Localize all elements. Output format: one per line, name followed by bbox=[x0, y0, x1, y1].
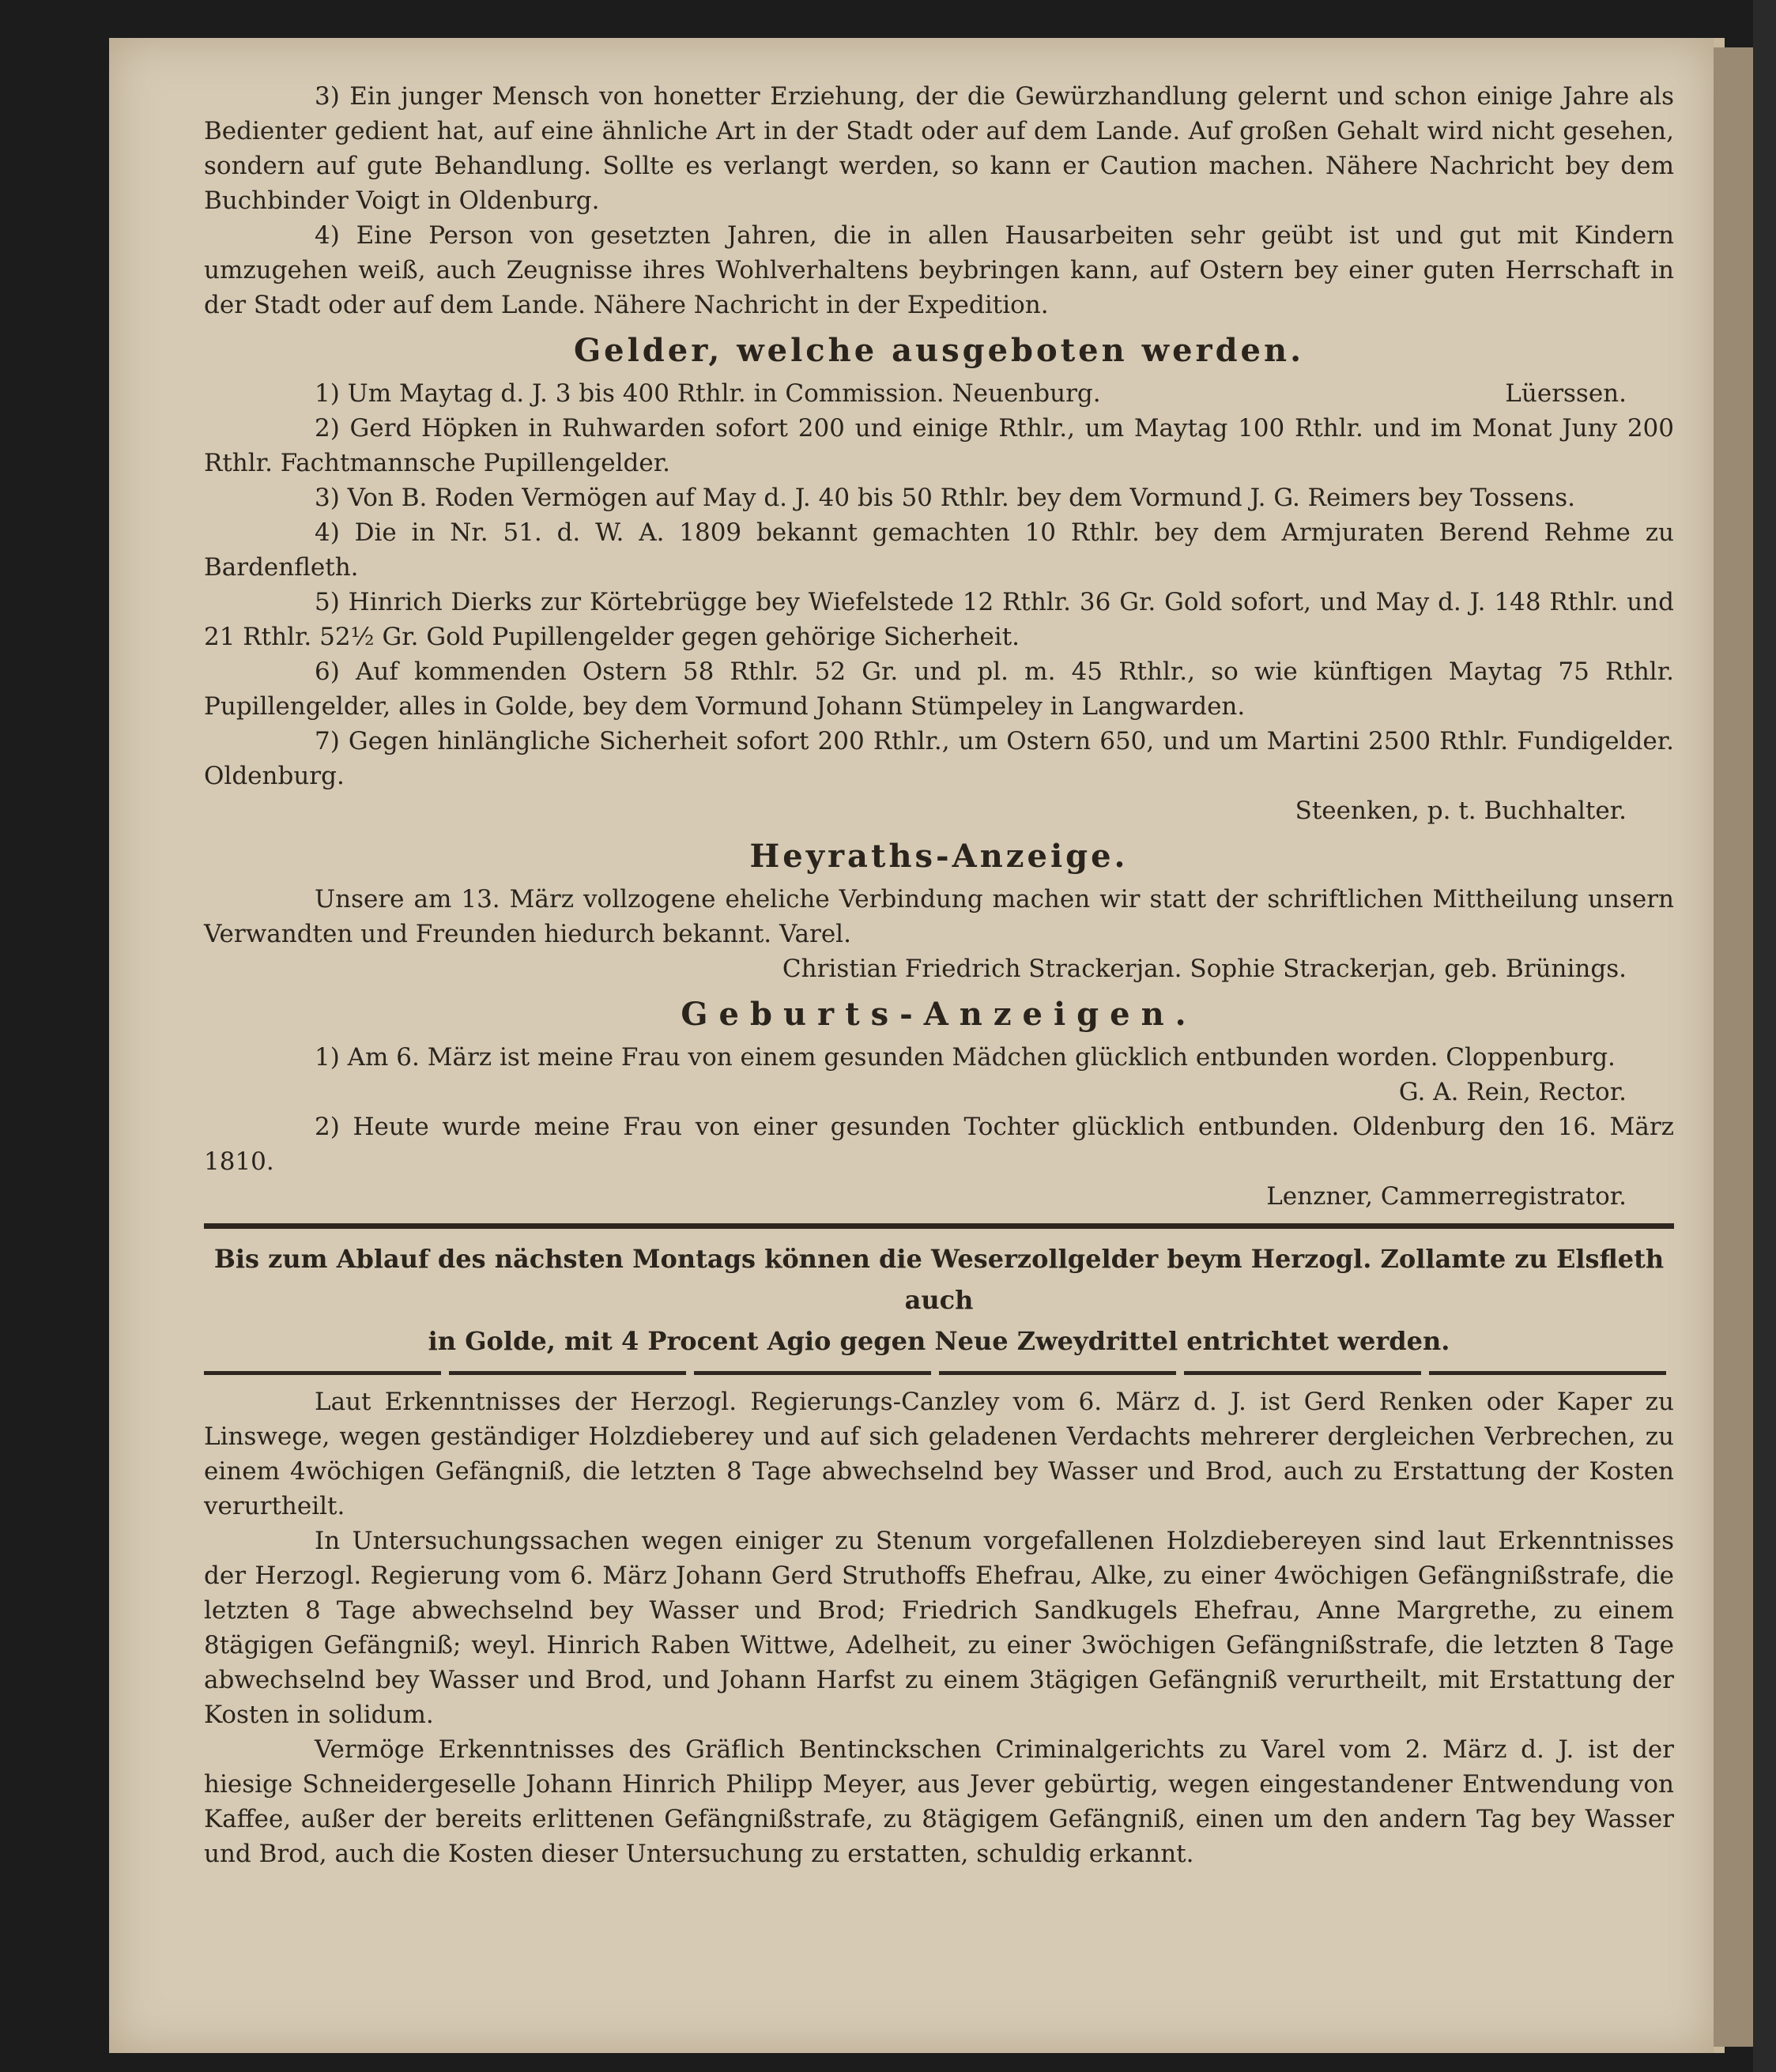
gelder-item-4: 4) Die in Nr. 51. d. W. A. 1809 bekannt gemachten 10 Rthlr. bey dem Armjuraten Berend Rehme zu Bardenfleth. bbox=[204, 518, 1674, 582]
geburts-item-2-signature: Lenzner, Cammerregistrator. bbox=[1266, 1182, 1627, 1211]
gelder-item-3: 3) Von B. Roden Vermögen auf May d. J. 40 bis 50 Rthlr. bey dem Vormund J. G. Reimers bey Tossens. bbox=[315, 484, 1575, 512]
gelder-item-2: 2) Gerd Höpken in Ruhwarden sofort 200 und einige Rthlr., um Maytag 100 Rthlr. und im Monat Juny 200 Rthlr. Fachtmannsche Pupillengelder. bbox=[204, 414, 1674, 477]
gelder-item-5: 5) Hinrich Dierks zur Körtebrügge bey Wiefelstede 12 Rthlr. 36 Gr. Gold sofort, und May d. J. 148 Rthlr. und 21 Rthlr. 52½ Gr. Gold Pupillengelder gegen gehörige Sicherheit. bbox=[204, 588, 1674, 651]
heyraths-signature: Christian Friedrich Strackerjan. Sophie Strackerjan, geb. Brünings. bbox=[782, 955, 1627, 983]
gelder-item-6: 6) Auf kommenden Ostern 58 Rthlr. 52 Gr. und pl. m. 45 Rthlr., so wie künftigen Maytag 75 Rthlr. Pupillengelder, alles in Golde, bey dem Vormund Johann Stümpeley in Langwarden. bbox=[204, 657, 1674, 721]
divider-rule-top bbox=[204, 1223, 1674, 1229]
judgment-1: Laut Erkenntnisses der Herzogl. Regierungs-Canzley vom 6. März d. J. ist Gerd Renken oder Kaper zu Linswege, wegen geständiger Holzdieberey und auf sich geladenen Verdachts mehrerer dergleichen Verbrechen, zu einem 4wöchigen Gefängniß, die letzten 8 Tage abwechselnd bey Wasser und Brod, auch zu Erstattung der Kosten verurtheilt. bbox=[204, 1388, 1674, 1520]
zoll-notice-line-1: Bis zum Ablauf des nächsten Montags können die Weserzollgelder beym Herzogl. Zollamte zu Elsfleth auch bbox=[213, 1244, 1665, 1315]
geburts-item-2: 2) Heute wurde meine Frau von einer gesunden Tochter glücklich entbunden. Oldenburg den 16. März 1810. bbox=[204, 1113, 1674, 1176]
geburts-item-1-signature: G. A. Rein, Rector. bbox=[1398, 1078, 1627, 1106]
zoll-notice bbox=[204, 1238, 1674, 1362]
gelder-item-7: 7) Gegen hinlängliche Sicherheit sofort 200 Rthlr., um Ostern 650, und um Martini 2500 Rthlr. Fundigelder. Oldenburg. bbox=[204, 727, 1674, 790]
scanner-frame bbox=[1753, 0, 1776, 2072]
gelder-item-1-signature: Lüerssen. bbox=[1505, 379, 1627, 408]
page-content bbox=[204, 79, 1674, 1871]
gelder-item-1: 1) Um Maytag d. J. 3 bis 400 Rthlr. in Commission. Neuenburg. Lüerssen. bbox=[204, 376, 1674, 411]
ad-item-4: 4) Eine Person von gesetzten Jahren, die in allen Hausarbeiten sehr geübt ist und gut mit Kindern umzugehen weiß, auch Zeugnisse ihres Wohlverhaltens beybringen kann, auf Ostern bey einer guten Herrschaft in der Stadt oder auf dem Lande. Nähere Nachricht in der Expedition. bbox=[204, 221, 1674, 319]
geburts-heading: Geburts-Anzeigen. bbox=[681, 996, 1197, 1033]
gelder-signature: Steenken, p. t. Buchhalter. bbox=[1295, 797, 1627, 825]
ad-item-3: 3) Ein junger Mensch von honetter Erziehung, der die Gewürzhandlung gelernt und schon einige Jahre als Bedienter gedient hat, auf eine ähnliche Art in der Stadt oder auf dem Lande. Auf großen Gehalt wird nicht gesehen, sondern auf gute Behandlung. Sollte es verlangt werden, so kann er Caution machen. Nähere Nachricht bey dem Buchbinder Voigt in Oldenburg. bbox=[204, 82, 1674, 215]
judgment-3: Vermöge Erkenntnisses des Gräflich Bentinckschen Criminalgerichts zu Varel vom 2. März d. J. ist der hiesige Schneidergeselle Johann Hinrich Philipp Meyer, aus Jever gebürtig, wegen eingestandener Entwendung von Kaffee, außer der bereits erlittenen Gefängnißstrafe, zu 8tägigem Gefängniß, einen um den andern Tag bey Wasser und Brod, auch die Kosten dieser Untersuchung zu erstatten, schuldig erkannt. bbox=[204, 1735, 1674, 1868]
geburts-item-1: 1) Am 6. März ist meine Frau von einem gesunden Mädchen glücklich entbunden worden. Cloppenburg. bbox=[315, 1043, 1616, 1072]
zoll-notice-line-2: in Golde, mit 4 Procent Agio gegen Neue Zweydrittel entrichtet werden. bbox=[428, 1326, 1450, 1356]
heyraths-heading: Heyraths-Anzeige. bbox=[749, 838, 1129, 875]
heyraths-text: Unsere am 13. März vollzogene eheliche Verbindung machen wir statt der schriftlichen Mittheilung unsern Verwandten und Freunden hiedurch bekannt. Varel. bbox=[204, 885, 1674, 948]
divider-rule-bottom bbox=[204, 1371, 1674, 1375]
judgment-2: In Untersuchungssachen wegen einiger zu Stenum vorgefallenen Holzdiebereyen sind laut Erkenntnisses der Herzogl. Regierung vom 6. März Johann Gerd Struthoffs Ehefrau, Alke, zu einer 4wöchigen Gefängnißstrafe, die letzten 8 Tage abwechselnd bey Wasser und Brod; Friedrich Sandkugels Ehefrau, Anne Margrethe, zu einem 8tägigen Gefängniß; weyl. Hinrich Raben Wittwe, Adelheit, zu einer 3wöchigen Gefängnißstrafe, die letzten 8 Tage abwechselnd bey Wasser und Brod, und Johann Harfst zu einem 3tägigen Gefängniß verurtheilt, mit Erstattung der Kosten in solidum. bbox=[204, 1527, 1674, 1729]
gelder-heading: Gelder, welche ausgeboten werden. bbox=[573, 332, 1305, 369]
page-edge bbox=[1714, 47, 1753, 2047]
